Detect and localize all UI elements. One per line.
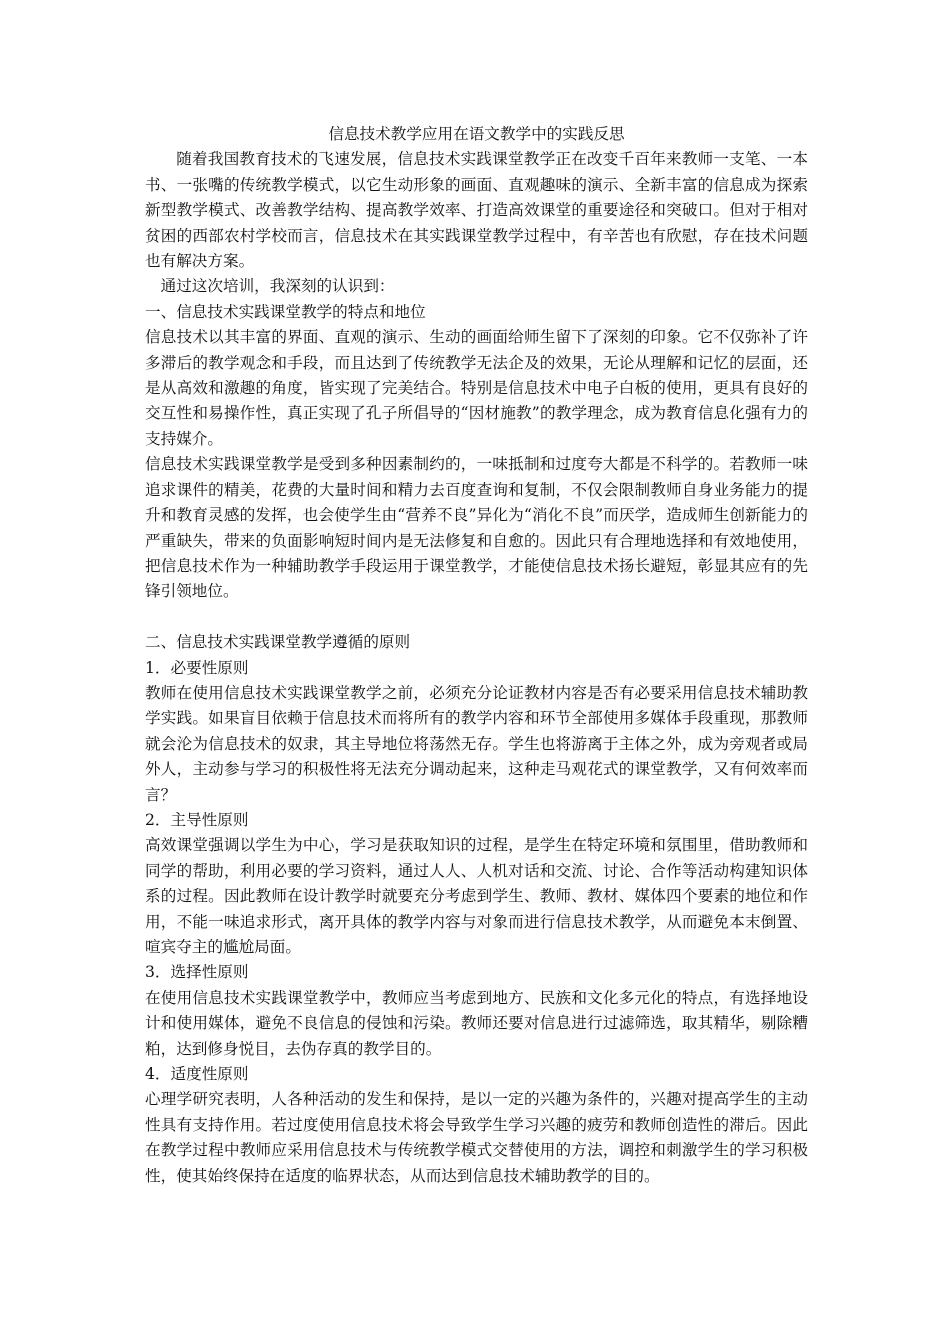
section1-heading: 一、信息技术实践课堂教学的特点和地位 xyxy=(145,302,426,321)
section1-paragraph-1: 信息技术以其丰富的界面、直观的演示、生动的画面给师生留下了深刻的印象。它不仅弥补了许多滞后的教学观念和手段，而且达到了传统教学无法企及的效果，无论从理解和记忆的层面，还是从高效和激趣的角度，皆实现了完美结合。特别是信息技术中电子白板的使用，更具有良好的交互性和易操作性，真正实现了孔子所倡导的“因材施教”的教学理念，成为教育信息化强有力的支持媒介。 xyxy=(145,328,808,448)
principle-3-text: 在使用信息技术实践课堂教学中，教师应当考虑到地方、民族和文化多元化的特点，有选择地设计和使用媒体，避免不良信息的侵蚀和污染。教师还要对信息进行过滤筛选，取其精华，剔除糟粕，达到修身悦目，去伪存真的教学目的。 xyxy=(145,988,808,1058)
principle-3-label: 3．选择性原则 xyxy=(145,963,249,982)
section1-paragraph-2: 信息技术实践课堂教学是受到多种因素制约的，一味抵制和过度夸大都是不科学的。若教师一味追求课件的精美，花费的大量时间和精力去百度查询和复制，不仅会限制教师自身业务能力的提升和教育灵感的发挥，也会使学生由“营养不良”异化为“消化不良”而厌学，造成师生创新能力的严重缺失，带来的负面影响短时间内是无法修复和自愈的。因此只有合理地选择和有效地使用，把信息技术作为一种辅助教学手段运用于课堂教学，才能使信息技术扬长避短，彰显其应有的先锋引领地位。 xyxy=(145,455,808,601)
document-title: 信息技术教学应用在语文教学中的实践反思 xyxy=(328,125,625,143)
principle-4-text: 心理学研究表明，人各种活动的发生和保持，是以一定的兴趣为条件的，兴趣对提高学生的主动性具有支持作用。若过度使用信息技术将会导致学生学习兴趣的疲劳和教师创造性的滞后。因此在教学过程中教师应采用信息技术与传统教学模式交替使用的方法，调控和刺激学生的学习积极性，使其始终保持在适度的临界状态，从而达到信息技术辅助教学的目的。 xyxy=(145,1090,808,1185)
principle-4-label: 4．适度性原则 xyxy=(145,1065,249,1084)
principle-1-text: 教师在使用信息技术实践课堂教学之前，必须充分论证教材内容是否有必要采用信息技术辅助教学实践。如果盲目依赖于信息技术而将所有的教学内容和环节全部使用多媒体手段重现，那教师就会沦为信息技术的奴隶，其主导地位将荡然无存。学生也将游离于主体之外，成为旁观者或局外人，主动参与学习的积极性将无法充分调动起来，这种走马观花式的课堂教学，又有何效率而言？ xyxy=(145,683,808,804)
principle-1-label: 1．必要性原则 xyxy=(145,658,249,677)
document-page xyxy=(145,122,808,1189)
blank-line xyxy=(145,605,808,630)
intro-paragraph: 随着我国教育技术的飞速发展，信息技术实践课堂教学正在改变千百年来教师一支笔、一本书、一张嘴的传统教学模式，以它生动形象的画面、直观趣味的演示、全新丰富的信息成为探索新型教学模式、改善教学结构、提高教学效率、打造高效课堂的重要途径和突破口。但对于相对贫困的西部农村学校而言，信息技术在其实践课堂教学过程中，有辛苦也有欣慰，存在技术问题也有解决方案。 xyxy=(145,150,808,271)
principle-2-text: 高效课堂强调以学生为中心，学习是获取知识的过程，是学生在特定环境和氛围里，借助教师和同学的帮助，利用必要的学习资料，通过人人、人机对话和交流、讨论、合作等活动构建知识体系的过程。因此教师在设计教学时就要充分考虑到学生、教师、教材、媒体四个要素的地位和作用，不能一味追求形式，离开具体的教学内容与对象而进行信息技术教学，从而避免本末倒置、喧宾夺主的尴尬局面。 xyxy=(145,836,808,956)
section2-heading: 二、信息技术实践课堂教学遵循的原则 xyxy=(145,633,411,652)
training-note: 通过这次培训，我深刻的认识到： xyxy=(160,277,395,296)
principle-2-label: 2．主导性原则 xyxy=(145,810,249,829)
